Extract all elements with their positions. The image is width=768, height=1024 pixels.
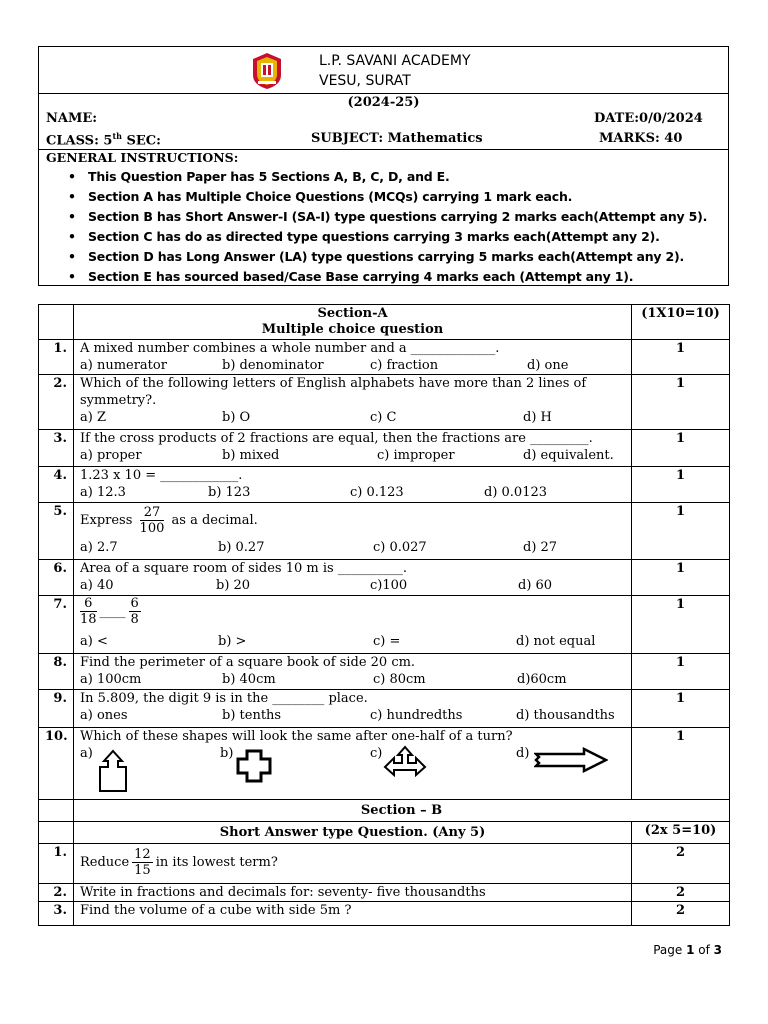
question-number: 2. [39, 375, 74, 430]
instruction-item: • Section E has sourced based/Case Base carrying 4 marks each (Attempt any 1). [88, 267, 707, 287]
shape-options [80, 745, 625, 797]
section-b-title: Section – B [74, 800, 730, 822]
question-mark: 1 [632, 560, 730, 596]
fraction: $\frac{6}{18}$ [80, 596, 97, 627]
option-a: a) 40 [80, 578, 114, 593]
instructions-title: GENERAL INSTRUCTIONS: [46, 150, 239, 165]
options [80, 577, 625, 594]
table-row [39, 340, 730, 375]
question-number: 5. [39, 503, 74, 560]
option-b: b) mixed [222, 448, 280, 463]
question-number: 10. [39, 728, 74, 800]
fraction: $\frac{12}{15}$ [134, 847, 151, 878]
school-name-block [319, 51, 471, 91]
name-label: NAME: [46, 111, 98, 126]
marks-label: MARKS: 40 [599, 131, 683, 146]
question-number: 4. [39, 467, 74, 503]
question-mark: 1 [632, 503, 730, 560]
question-text: Reduce $\frac{12}{15}$ in its lowest term? [80, 847, 278, 878]
question-number: 9. [39, 690, 74, 728]
options [80, 357, 625, 374]
option-c: c)100 [370, 578, 408, 593]
option-b: b) 20 [216, 578, 251, 593]
option-d: d) thousandths [516, 708, 615, 723]
shape-b-icon [235, 749, 273, 783]
option-a: a) numerator [80, 358, 167, 373]
shape-c-icon [382, 745, 428, 777]
question-text: A mixed number combines a whole number and a _____________. [80, 341, 500, 356]
table-row [39, 844, 730, 884]
option-b: b) denominator [222, 358, 324, 373]
option-c: c) fraction [370, 358, 439, 373]
class-label: CLASS: 5th SEC: [46, 131, 161, 149]
table-row [39, 884, 730, 902]
option-b: b) 123 [208, 485, 251, 500]
option-c: c) [370, 746, 383, 761]
school-logo-icon [250, 51, 284, 91]
option-d: d)60cm [517, 672, 567, 687]
options [80, 671, 625, 688]
question-number: 8. [39, 654, 74, 690]
option-d: d) [516, 746, 530, 761]
option-b: b) > [218, 634, 247, 649]
question-mark: 2 [632, 884, 730, 902]
question-text: Express $\frac{27}{100}$ as a decimal. [80, 505, 258, 536]
school-name: L.P. SAVANI ACADEMY [319, 53, 471, 69]
table-row [39, 430, 730, 467]
option-b: b) O [222, 410, 251, 425]
option-c: c) 0.123 [350, 485, 404, 500]
table-row [39, 690, 730, 728]
options [80, 447, 625, 464]
question-text: Which of these shapes will look the same after one-half of a turn? [80, 729, 513, 744]
option-d: d) not equal [516, 634, 596, 649]
instruction-item: • This Question Paper has 5 Sections A, B, C, D, and E. [88, 167, 707, 187]
option-b: b) tenths [222, 708, 282, 723]
section-b-subtitle: Short Answer type Question. (Any 5) [74, 822, 632, 844]
section-a-title: Section-A [317, 306, 388, 321]
option-a: a) ones [80, 708, 128, 723]
shape-a-icon [98, 749, 128, 793]
table-row [39, 728, 730, 800]
question-text: 1.23 x 10 = ____________. [80, 468, 243, 483]
question-text: Which of the following letters of English alphabets have more than 2 lines of [80, 376, 587, 391]
question-text: $\frac{6}{18}$ ____ $\frac{6}{8}$ [80, 596, 139, 627]
subject-label: SUBJECT: Mathematics [311, 131, 483, 146]
instruction-item: • Section B has Short Answer-I (SA-I) type questions carrying 2 marks each(Attempt any 5). [88, 207, 707, 227]
table-row [39, 902, 730, 926]
table-row [39, 560, 730, 596]
option-b: b) 0.27 [218, 540, 265, 555]
section-a-marks: (1X10=10) [632, 305, 730, 340]
instruction-item: • Section C has do as directed type questions carrying 3 marks each(Attempt any 2). [88, 227, 707, 247]
question-text: Area of a square room of sides 10 m is __________. [80, 561, 407, 576]
table-row [39, 503, 730, 560]
option-d: d) one [527, 358, 569, 373]
question-text: Find the volume of a cube with side 5m ? [74, 902, 632, 926]
options [80, 484, 625, 501]
section-b-title-row [39, 800, 730, 822]
option-c: c) improper [377, 448, 455, 463]
question-number: 3. [39, 902, 74, 926]
option-d: d) H [523, 410, 552, 425]
page-total: 3 [713, 943, 722, 957]
question-mark: 1 [632, 430, 730, 467]
option-a: a) proper [80, 448, 142, 463]
question-mark: 1 [632, 467, 730, 503]
option-a: a) [80, 746, 93, 761]
question-text: If the cross products of 2 fractions are equal, then the fractions are _________. [80, 431, 593, 446]
table-row [39, 467, 730, 503]
shape-d-icon [534, 747, 608, 773]
option-c: c) hundredths [370, 708, 463, 723]
question-mark: 2 [632, 844, 730, 884]
page-footer: Page 1 of 3 [653, 943, 722, 957]
question-mark: 1 [632, 375, 730, 430]
academic-year: (2024-25) [347, 95, 420, 110]
school-location: VESU, SURAT [319, 73, 411, 89]
option-c: c) C [370, 410, 397, 425]
option-a: a) 12.3 [80, 485, 126, 500]
question-text-continued: symmetry?. [80, 393, 157, 408]
question-mark: 1 [632, 654, 730, 690]
instruction-item: • Section A has Multiple Choice Questions (MCQs) carrying 1 mark each. [88, 187, 707, 207]
section-a-subtitle: Multiple choice question [261, 322, 444, 337]
fraction: $\frac{6}{8}$ [130, 596, 139, 627]
section-a-header-row [39, 305, 730, 340]
options [80, 409, 625, 426]
option-c: c) = [373, 634, 401, 649]
question-mark: 1 [632, 728, 730, 800]
option-a: a) < [80, 634, 108, 649]
option-d: d) 0.0123 [484, 485, 548, 500]
question-number: 7. [39, 596, 74, 654]
option-d: d) equivalent. [523, 448, 614, 463]
question-mark: 1 [632, 596, 730, 654]
option-a: a) 100cm [80, 672, 142, 687]
question-mark: 1 [632, 690, 730, 728]
question-number: 6. [39, 560, 74, 596]
table-row [39, 375, 730, 430]
question-number: 3. [39, 430, 74, 467]
option-a: a) Z [80, 410, 106, 425]
section-b-header-row [39, 822, 730, 844]
date-label: DATE:0/0/2024 [594, 111, 703, 126]
table-row [39, 596, 730, 654]
options [80, 539, 625, 556]
instruction-item: • Section D has Long Answer (LA) type questions carrying 5 marks each(Attempt any 2). [88, 247, 707, 267]
question-table [38, 304, 730, 926]
question-number: 2. [39, 884, 74, 902]
question-number: 1. [39, 340, 74, 375]
question-mark: 2 [632, 902, 730, 926]
question-text: Find the perimeter of a square book of side 20 cm. [80, 655, 416, 670]
question-number: 1. [39, 844, 74, 884]
option-a: a) 2.7 [80, 540, 118, 555]
instructions-list [46, 167, 707, 287]
option-b: b) 40cm [222, 672, 276, 687]
question-text: Write in fractions and decimals for: seventy- five thousandths [74, 884, 632, 902]
options [80, 633, 625, 650]
question-text: In 5.809, the digit 9 is in the ________ place. [80, 691, 368, 706]
table-row [39, 654, 730, 690]
option-d: d) 60 [518, 578, 553, 593]
option-c: c) 80cm [373, 672, 426, 687]
section-b-marks: (2x 5=10) [632, 822, 730, 844]
fraction: $\frac{27}{100}$ [139, 505, 165, 536]
header-box [38, 46, 729, 286]
question-mark: 1 [632, 340, 730, 375]
option-c: c) 0.027 [373, 540, 427, 555]
option-b: b) [220, 746, 234, 761]
options [80, 707, 625, 724]
option-d: d) 27 [523, 540, 558, 555]
page-number: 1 [686, 943, 695, 957]
